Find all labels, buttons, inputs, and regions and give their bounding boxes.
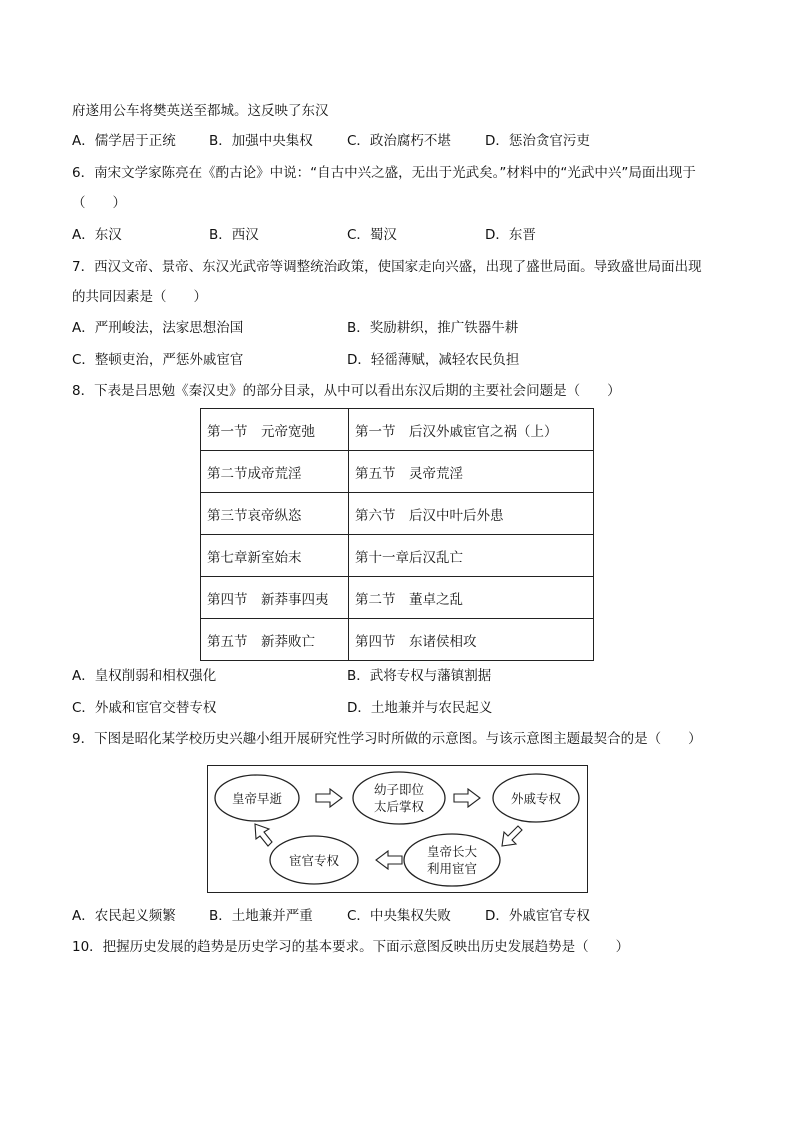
q8-option-a[interactable]: A．皇权削弱和相权强化	[72, 668, 217, 684]
table-cell: 第二节成帝荒淫	[201, 451, 349, 493]
q5-option-b[interactable]: B．加强中央集权	[209, 133, 313, 149]
table-cell: 第六节 后汉中叶后外患	[349, 493, 594, 535]
q8-option-d[interactable]: D．土地兼并与农民起义	[347, 700, 493, 716]
table-row	[201, 577, 594, 619]
q10-stem: 10．把握历史发展的趋势是历史学习的基本要求。下面示意图反映出历史发展趋势是（ ）	[72, 939, 630, 955]
q6-stem-line2: （ ）	[72, 195, 126, 211]
table-cell: 第一节 元帝宽弛	[201, 409, 349, 451]
node-eunuch-power: 宦官专权	[288, 852, 339, 868]
table-cell: 第四节 东诸侯相攻	[349, 619, 594, 661]
q7-option-b[interactable]: B．奖励耕织，推广铁器牛耕	[347, 320, 519, 336]
q9-stem: 9．下图是昭化某学校历史兴趣小组开展研究性学习时所做的示意图。与该示意图主题最契合的是（ ）	[72, 731, 702, 747]
arrow-left-icon	[376, 851, 402, 869]
table-cell: 第十一章后汉乱亡	[349, 535, 594, 577]
cycle-diagram	[207, 765, 588, 893]
q6-option-c[interactable]: C．蜀汉	[347, 227, 397, 243]
node-emperor-grown	[404, 843, 500, 877]
q6-option-d[interactable]: D．东晋	[485, 227, 536, 243]
node-emperor-grown-line1: 皇帝长大	[426, 844, 477, 859]
node-child-enthroned	[353, 781, 445, 815]
table-cell: 第三节哀帝纵恣	[201, 493, 349, 535]
q8-option-b[interactable]: B．武将专权与藩镇割据	[347, 668, 492, 684]
q9-option-d[interactable]: D．外戚宦官专权	[485, 908, 590, 924]
q6-option-b[interactable]: B．西汉	[209, 227, 259, 243]
node-child-enthroned-line1: 幼子即位	[373, 782, 424, 797]
q5-text-tail: 府遂用公车将樊英送至都城。这反映了东汉	[72, 103, 329, 119]
table-cell: 第七章新室始末	[201, 535, 349, 577]
q9-option-b[interactable]: B．土地兼并严重	[209, 908, 313, 924]
node-consort-power: 外戚专权	[510, 790, 561, 806]
table-cell: 第二节 董卓之乱	[349, 577, 594, 619]
arrow-right-icon	[454, 789, 480, 807]
q7-stem-line1: 7．西汉文帝、景帝、东汉光武帝等调整统治政策，使国家走向兴盛，出现了盛世局面。导致盛世局面出现	[72, 259, 702, 275]
toc-table	[200, 408, 594, 661]
q6-option-a[interactable]: A．东汉	[72, 227, 122, 243]
q9-option-c[interactable]: C．中央集权失败	[347, 908, 451, 924]
q7-option-a[interactable]: A．严刑峻法，法家思想治国	[72, 320, 244, 336]
table-cell: 第一节 后汉外戚宦官之祸（上）	[349, 409, 594, 451]
arrow-right-icon	[316, 789, 342, 807]
q9-option-a[interactable]: A．农民起义频繁	[72, 908, 176, 924]
node-child-enthroned-line2: 太后掌权	[373, 799, 424, 814]
table-row	[201, 451, 594, 493]
q6-stem-line1: 6．南宋文学家陈亮在《酌古论》中说：“自古中兴之盛，无出于光武矣。”材料中的“光武中兴”局面出现于	[72, 165, 696, 181]
q5-option-c[interactable]: C．政治腐朽不堪	[347, 133, 451, 149]
table-cell: 第五节 新莽败亡	[201, 619, 349, 661]
table-row	[201, 535, 594, 577]
q7-option-d[interactable]: D．轻徭薄赋，减轻农民负担	[347, 352, 520, 368]
table-cell: 第五节 灵帝荒淫	[349, 451, 594, 493]
node-emperor-grown-line2: 利用宦官	[426, 861, 477, 876]
q5-option-d[interactable]: D．惩治贪官污吏	[485, 133, 590, 149]
q7-stem-line2: 的共同因素是（ ）	[72, 289, 207, 305]
q8-option-c[interactable]: C．外戚和宦官交替专权	[72, 700, 217, 716]
node-emperor-dies: 皇帝早逝	[231, 790, 282, 806]
q7-option-c[interactable]: C．整顿吏治，严惩外戚宦官	[72, 352, 244, 368]
arrow-up-left-icon	[255, 824, 272, 846]
arrow-down-left-icon	[502, 826, 522, 846]
table-row	[201, 493, 594, 535]
table-cell: 第四节 新莽事四夷	[201, 577, 349, 619]
q8-stem: 8．下表是吕思勉《秦汉史》的部分目录，从中可以看出东汉后期的主要社会问题是（ ）	[72, 383, 621, 399]
table-row	[201, 619, 594, 661]
q5-option-a[interactable]: A．儒学居于正统	[72, 133, 176, 149]
table-row	[201, 409, 594, 451]
